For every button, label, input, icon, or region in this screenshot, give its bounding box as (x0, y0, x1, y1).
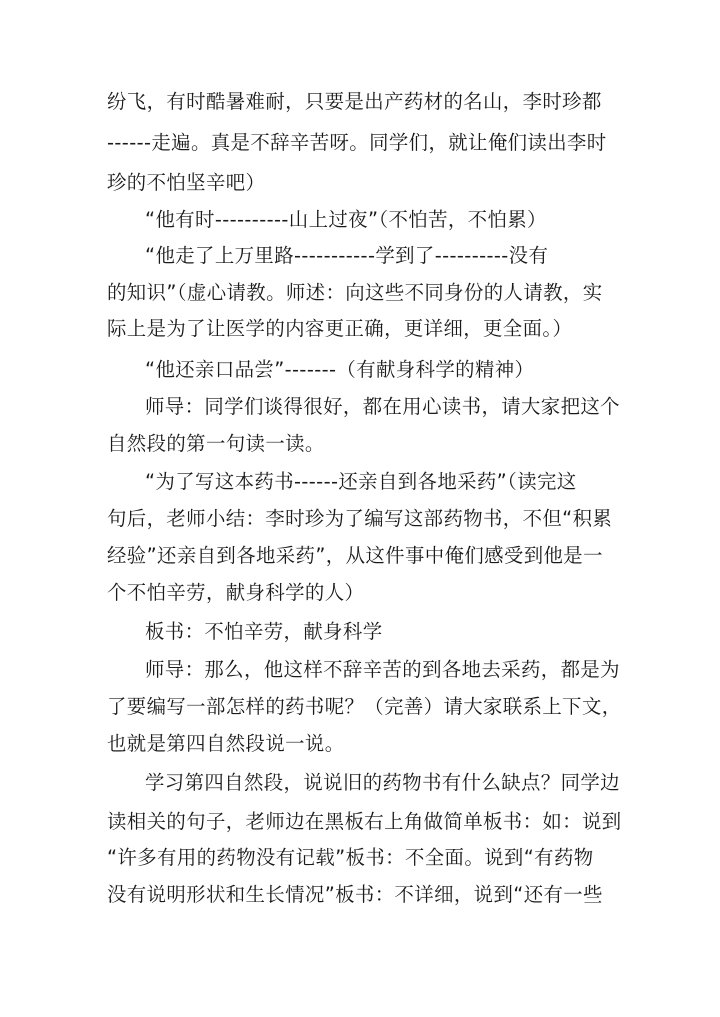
text-line: 珍的不怕坚辛吧） (107, 171, 266, 194)
text-line: “他有时----------山上过夜”（不怕苦，不怕累） (145, 208, 547, 231)
text-line: 没有说明形状和生长情况”板书：不详细，说到“还有一些 (107, 883, 603, 906)
text-line: 师导：同学们谈得很好，都在用心读书，请大家把这个 (145, 395, 620, 418)
text-line: “他走了上万里路-----------学到了----------没有 (145, 244, 549, 267)
text-line: 自然段的第一句读一读。 (107, 432, 325, 455)
text-line: 经验”还亲自到各地采药”，从这件事中俺们感受到他是一 (107, 544, 603, 567)
text-line: “为了写这本药书------还亲自到各地采药”（读完这 (145, 470, 577, 493)
text-line: 纷飞，有时酷暑难耐，只要是出产药材的名山，李时珍都 (107, 90, 602, 113)
text-line: 个不怕辛劳，献身科学的人） (107, 581, 365, 604)
text-line: 师导：那么，他这样不辞辛苦的到各地去采药，都是为 (145, 658, 620, 681)
text-line: “许多有用的药物没有记载”板书：不全面。说到“有药物 (107, 846, 594, 869)
text-line: 学习第四自然段，说说旧的药物书有什么缺点？同学边 (145, 771, 620, 794)
text-line: 的知识”（虚心请教。师述：向这些不同身份的人请教，实 (107, 281, 603, 304)
text-line: ------走遍。真是不辞辛苦呀。同学们，就让俺们读出李时 (107, 131, 607, 154)
text-line: 也就是第四自然段说一说。 (107, 732, 345, 755)
text-line: 读相关的句子，老师边在黑板右上角做简单板书：如：说到 (107, 810, 622, 833)
text-line: 板书：不怕辛劳，献身科学 (145, 620, 383, 643)
text-line: 际上是为了让医学的内容更正确，更详细，更全面。） (107, 317, 573, 340)
text-line: “他还亲口品尝”-------（有献身科学的精神） (145, 358, 535, 381)
text-line: 句后，老师小结：李时珍为了编写这部药物书，不但“积累 (107, 507, 613, 530)
text-line: 了要编写一部怎样的药书呢？（完善）请大家联系上下文， (107, 695, 622, 718)
